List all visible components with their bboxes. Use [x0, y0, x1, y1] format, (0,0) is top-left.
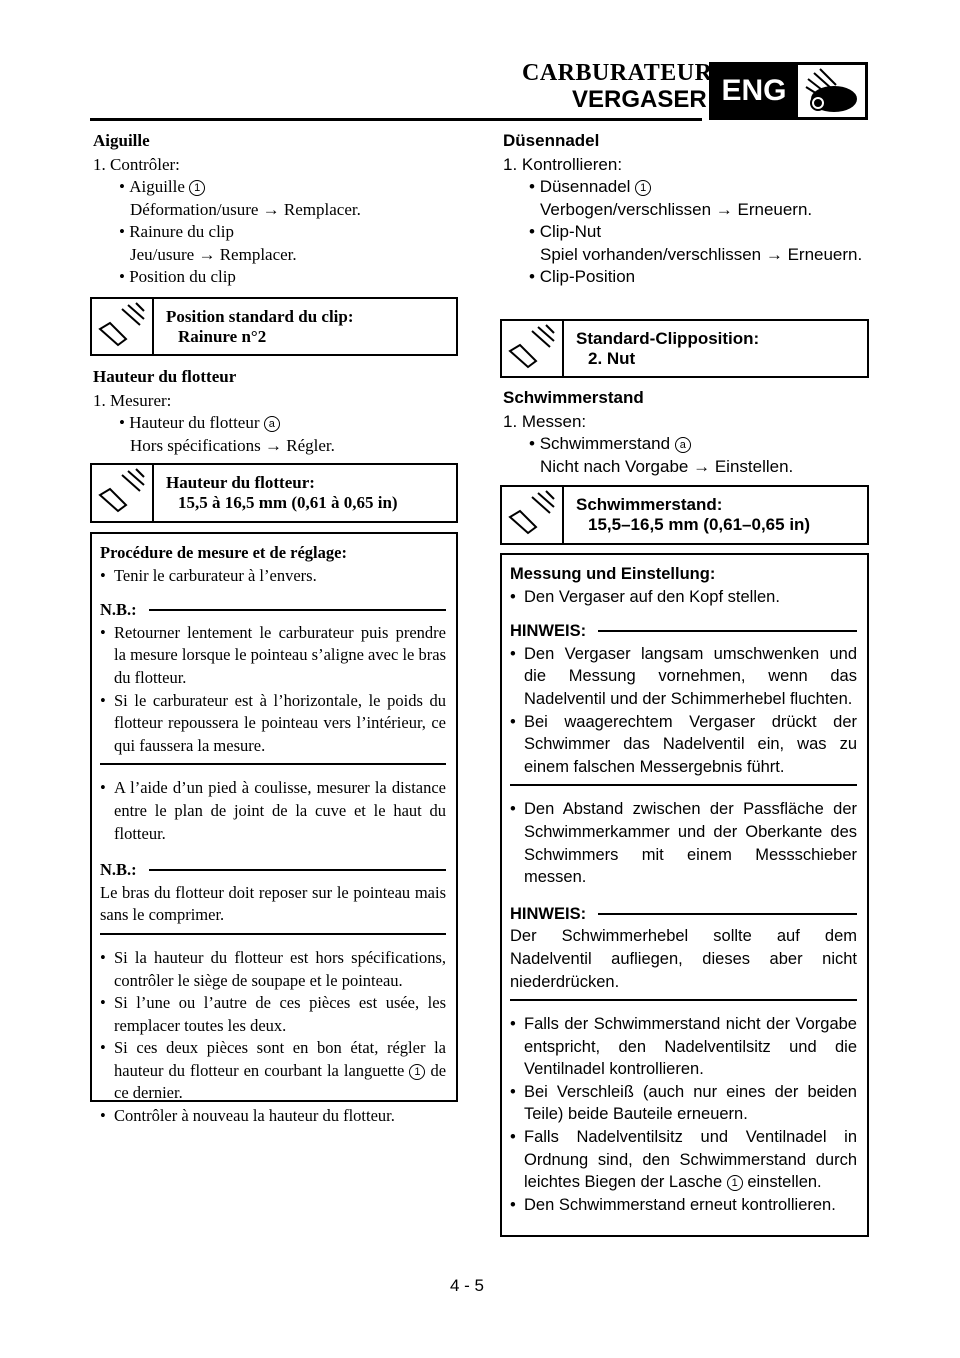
step: 1. Kontrollieren: — [503, 154, 623, 174]
spec-text — [576, 329, 759, 369]
bullet-sub: Spiel vorhanden/verschlissen → Erneuern. — [540, 244, 863, 264]
list-item: • Bei Verschleiß (auch nur eines der beiden Teile) beide Bauteile erneuern. — [510, 1082, 857, 1124]
bullet-text: Clip-Nut — [539, 222, 602, 241]
bullet-sub: Hors spécifications → Régler. — [130, 435, 335, 455]
note-heading: N.B.: — [100, 859, 446, 882]
note-heading: N.B.: — [100, 599, 446, 622]
wrench-icon — [92, 465, 154, 521]
list-item: • Den Abstand zwischen der Passfläche der Schwimmerkammer und der Oberkante des Schwimmers mit einem Messschieber messen. — [510, 800, 857, 887]
bullet-text: Aiguille — [129, 177, 185, 196]
divider — [100, 933, 446, 935]
spec-value: 2. Nut — [588, 349, 636, 368]
spec-box-float — [90, 463, 458, 523]
bullet-text: Rainure du clip — [129, 222, 235, 241]
ref-number: 1 — [189, 180, 205, 196]
spec-box-clip — [500, 319, 869, 378]
spec-text — [166, 307, 354, 347]
note-text: Der Schwimmerhebel sollte auf dem Nadelventil aufliegen, dieses aber nicht niederdrücken. — [510, 927, 857, 991]
german-column-float — [503, 387, 869, 478]
list-item: • Den Schwimmerstand erneut kontrollieren. — [510, 1195, 836, 1214]
spec-box-clip — [90, 297, 458, 356]
ref-number: 1 — [727, 1175, 743, 1191]
procedure-title: Messung und Einstellung: — [510, 565, 716, 583]
bullet-item: • Düsennadel 1 — [503, 176, 869, 199]
list-item: • A l’aide d’un pied à coulisse, mesurer la distance entre le plan de joint de la cuve et le haut du flotteur. — [100, 778, 446, 843]
list-item: • Falls der Schwimmerstand nicht der Vorgabe entspricht, den Nadelventilsitz und die Ventilnadel kontrollieren. — [510, 1015, 857, 1079]
spec-text — [166, 473, 398, 513]
wrench-icon — [502, 321, 564, 376]
ref-number: 1 — [409, 1064, 425, 1080]
bullet-sub: Déformation/usure → Remplacer. — [130, 199, 361, 219]
wrench-icon — [502, 487, 564, 543]
bullet-text: Hauteur du flotteur — [129, 413, 260, 432]
list-item: • Si l’une ou l’autre de ces pièces est usée, les remplacer toutes les deux. — [100, 993, 446, 1035]
step: 1. Contrôler: — [93, 154, 180, 174]
ref-letter: a — [675, 437, 691, 453]
list-item: • Si ces deux pièces sont en bon état, régler la hauteur du flotteur en courbant la languette 1 de ce dernier. — [100, 1038, 447, 1103]
chapter-badge — [709, 62, 868, 120]
note-text: Le bras du flotteur doit reposer sur le pointeau mais sans le comprimer. — [100, 882, 446, 925]
heading-float-height: Schwimmerstand — [503, 388, 644, 407]
german-column — [503, 126, 869, 289]
bullet-item: • Position du clip — [119, 267, 236, 286]
bullet-text: Schwimmerstand — [539, 434, 671, 453]
list-item: • Den Vergaser langsam umschwenken und die Messung vornehmen, wenn das Nadelventil und der Schimmerhebel fluchten. — [510, 644, 857, 708]
bullet-item: • Clip-Position — [529, 267, 636, 286]
list-item: • Falls Nadelventilsitz und Ventilnadel in Ordnung sind, den Schwimmerstand durch leichtes Biegen der Lasche 1 einstellen. — [510, 1128, 857, 1192]
wrench-icon — [92, 299, 154, 354]
list-item: • Si le carburateur est à l’horizontale, le poids du flotteur repoussera le pointeau vers l’intérieur, ce qui faussera la mesure. — [100, 690, 446, 755]
list-item: • Den Vergaser auf den Kopf stellen. — [510, 587, 780, 606]
divider — [510, 784, 857, 786]
header-rule — [90, 118, 702, 121]
spec-box-float — [500, 485, 869, 545]
bullet-text: Düsennadel — [539, 177, 631, 196]
procedure-box-french — [90, 532, 458, 1126]
heading-needle: Düsennadel — [503, 131, 600, 150]
divider — [100, 763, 446, 765]
list-item: • Si la hauteur du flotteur est hors spécifications, contrôler le siège de soupape et le pointeau. — [100, 947, 446, 990]
bullet-sub: Nicht nach Vorgabe → Einstellen. — [540, 456, 794, 476]
heading-float-height: Hauteur du flotteur — [93, 367, 237, 386]
bullet-text: Position du clip — [129, 267, 236, 286]
spec-label: Position standard du clip: — [166, 307, 354, 326]
page-number: 4 - 5 — [450, 1276, 485, 1295]
bullet-item: • Hauteur du flotteur a — [93, 412, 458, 435]
bullet-text: Clip-Position — [539, 267, 636, 286]
spec-text — [576, 495, 810, 535]
bullet-sub: Verbogen/verschlissen → Erneuern. — [540, 199, 813, 219]
step: 1. Messen: — [503, 411, 587, 431]
ref-letter: a — [264, 416, 280, 432]
spec-label: Schwimmerstand: — [576, 495, 723, 514]
list-item: • Bei waagerechtem Vergaser drückt der Schwimmer das Nadelventil ein, was zu einem falschen Messergebnis führt. — [510, 712, 857, 776]
engine-icon — [798, 65, 865, 117]
divider — [510, 999, 857, 1001]
bullet-sub: Jeu/usure → Remplacer. — [130, 244, 297, 264]
step: 1. Mesurer: — [93, 390, 172, 410]
bullet-item: • Aiguille 1 — [93, 176, 458, 199]
list-item: • Retourner lentement le carburateur puis prendre la mesure lorsque le pointeau s’aligne avec le bras du flotteur. — [100, 622, 446, 687]
bullet-item: • Rainure du clip — [119, 222, 235, 241]
procedure-title: Procédure de mesure et de réglage: — [100, 543, 347, 562]
list-item: • Contrôler à nouveau la hauteur du flotteur. — [100, 1106, 395, 1126]
list-item: • Tenir le carburateur à l’envers. — [100, 565, 317, 585]
section-title-german: VERGASER — [572, 86, 707, 113]
spec-value: 15,5 à 16,5 mm (0,61 à 0,65 in) — [178, 493, 398, 512]
spec-value: Rainure n°2 — [178, 327, 267, 346]
french-column-float — [93, 366, 458, 457]
bullet-item: • Schwimmerstand a — [503, 433, 869, 456]
note-heading: HINWEIS: — [510, 903, 857, 926]
spec-label: Standard-Clipposition: — [576, 329, 760, 348]
french-column — [93, 126, 458, 289]
ref-number: 1 — [635, 180, 651, 196]
spec-label: Hauteur du flotteur: — [166, 473, 315, 492]
procedure-box-german — [500, 553, 869, 1237]
heading-needle: Aiguille — [93, 131, 150, 150]
section-title-french: CARBURATEUR — [522, 60, 713, 86]
bullet-item: • Clip-Nut — [529, 222, 602, 241]
chapter-label: ENG — [712, 65, 798, 117]
spec-value: 15,5–16,5 mm (0,61–0,65 in) — [588, 515, 811, 534]
note-heading: HINWEIS: — [510, 620, 857, 643]
